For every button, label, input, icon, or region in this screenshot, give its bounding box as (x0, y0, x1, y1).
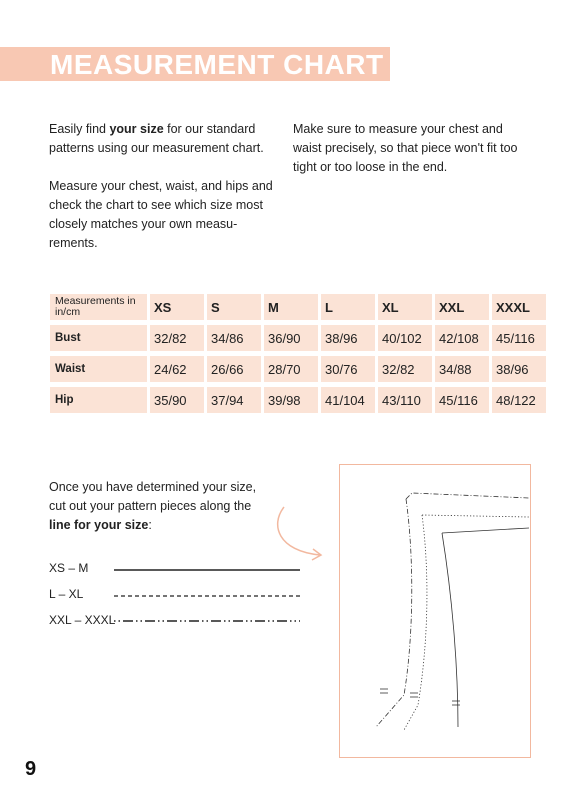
table-cell: 43/110 (378, 387, 432, 413)
cut-intro-post: : (148, 518, 152, 532)
table-cell: 36/90 (264, 325, 318, 351)
cut-intro-bold: line for your size (49, 518, 149, 532)
intro-paragraph-1 (49, 120, 284, 158)
row-label: Waist (50, 356, 147, 382)
pattern-pieces-drawing (340, 465, 529, 756)
size-header: M (264, 294, 318, 320)
table-cell: 35/90 (150, 387, 204, 413)
legend-label-xxl-xxxl: XXL – XXXL (49, 613, 116, 627)
table-cell: 26/66 (207, 356, 261, 382)
table-cell: 28/70 (264, 356, 318, 382)
table-cell: 24/62 (150, 356, 204, 382)
dashed-line-sample (114, 594, 300, 598)
table-row (50, 356, 546, 382)
size-table (47, 289, 549, 418)
size-header: S (207, 294, 261, 320)
row-label: Hip (50, 387, 147, 413)
table-row (50, 387, 546, 413)
dash-dot-line-sample (114, 619, 300, 623)
intro-p1-pre: Easily find (49, 122, 110, 136)
cut-intro-pre: Once you have determined your size, cut out your pattern pieces along the (49, 480, 257, 513)
size-header: XXXL (492, 294, 546, 320)
row-label: Bust (50, 325, 147, 351)
measurements-corner-label: Measurements in in/cm (50, 294, 147, 320)
pattern-illustration (339, 464, 531, 758)
table-cell: 41/104 (321, 387, 375, 413)
intro-p1-post: for our standard patterns using our measurement chart. (49, 122, 264, 155)
table-row (50, 325, 546, 351)
table-cell: 38/96 (321, 325, 375, 351)
table-cell: 48/122 (492, 387, 546, 413)
table-cell: 38/96 (492, 356, 546, 382)
table-cell: 34/86 (207, 325, 261, 351)
intro-p1-bold: your size (109, 122, 164, 136)
table-cell: 45/116 (492, 325, 546, 351)
size-header-row (50, 294, 546, 320)
intro-paragraph-2: Measure your chest, waist, and hips and check the chart to see which size most closely matches your own measu-rements. (49, 179, 273, 250)
table-cell: 39/98 (264, 387, 318, 413)
size-header: XL (378, 294, 432, 320)
table-cell: 45/116 (435, 387, 489, 413)
table-cell: 32/82 (378, 356, 432, 382)
page-number: 9 (25, 758, 37, 780)
intro-paragraph-3: Make sure to measure your chest and waist precisely, so that piece won't fit too tight or too loose in the end. (293, 122, 518, 174)
page-title: MEASUREMENT CHART (50, 49, 384, 80)
table-cell: 40/102 (378, 325, 432, 351)
solid-line-sample (114, 568, 300, 572)
legend-label-l-xl: L – XL (49, 587, 84, 601)
table-cell: 32/82 (150, 325, 204, 351)
table-cell: 30/76 (321, 356, 375, 382)
size-header: XS (150, 294, 204, 320)
table-cell: 34/88 (435, 356, 489, 382)
size-header: XXL (435, 294, 489, 320)
size-header: L (321, 294, 375, 320)
table-cell: 42/108 (435, 325, 489, 351)
table-cell: 37/94 (207, 387, 261, 413)
pointer-arrow-icon (270, 505, 326, 565)
legend-label-xs-m: XS – M (49, 561, 89, 575)
cut-instructions (49, 478, 274, 535)
